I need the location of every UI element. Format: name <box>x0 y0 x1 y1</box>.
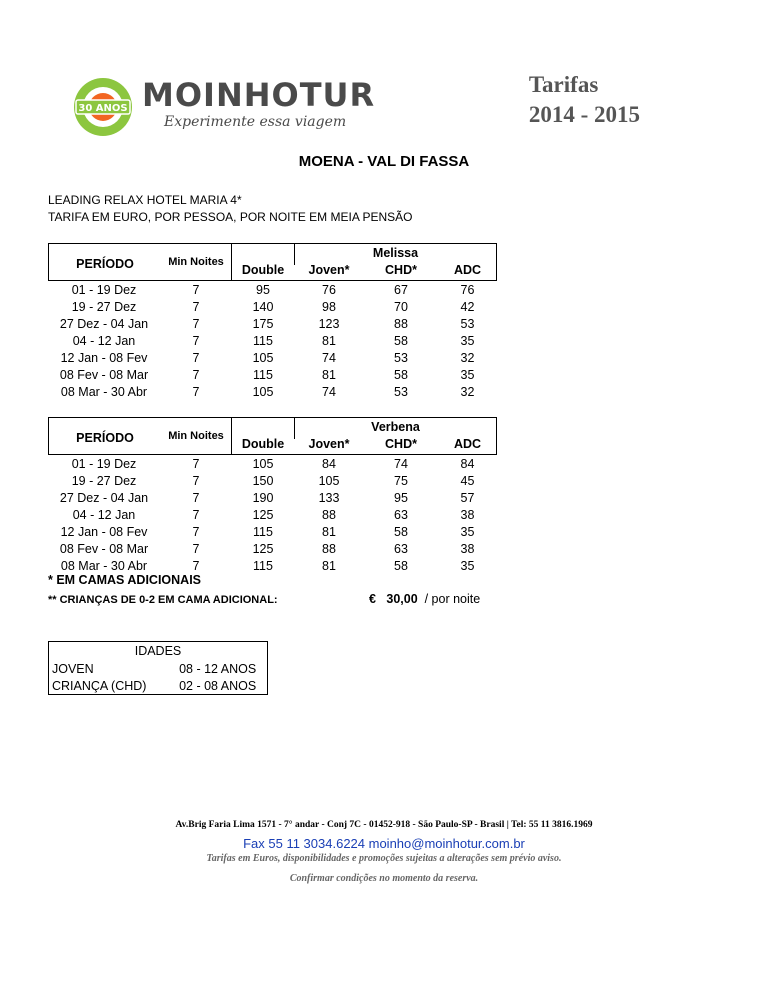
table-cell: 105 <box>252 384 274 399</box>
rate-table-header <box>48 417 497 454</box>
table-cell: 04 - 12 Jan <box>72 507 136 522</box>
table-row <box>49 677 267 694</box>
footer-disclaimer: Tarifas em Euros, disponibilidades e promoções sujeitas a alterações sem prévio aviso. <box>206 853 562 864</box>
header-periodo: PERÍODO <box>76 257 134 271</box>
age-value: 08 - 12 ANOS <box>179 661 257 676</box>
table-cell: 7 <box>192 367 200 382</box>
table-cell: 76 <box>322 282 336 297</box>
table-cell: 08 Fev - 08 Mar <box>59 541 149 556</box>
table-cell: 95 <box>256 282 270 297</box>
header-adc: ADC <box>453 263 482 277</box>
table-cell: 190 <box>252 490 274 505</box>
header-joven: Joven* <box>308 437 350 451</box>
table-cell: 7 <box>192 524 200 539</box>
table-cell: 81 <box>322 367 336 382</box>
table-cell: 74 <box>322 384 336 399</box>
table-row <box>48 332 497 349</box>
hotel-name: LEADING RELAX HOTEL MARIA 4* <box>48 193 242 207</box>
table-cell: 98 <box>322 299 336 314</box>
table-cell: 57 <box>460 490 475 505</box>
table-cell: 105 <box>318 473 340 488</box>
fee-currency: € <box>369 592 376 606</box>
age-value: 02 - 08 ANOS <box>179 678 257 693</box>
table-cell: 84 <box>322 456 336 471</box>
table-cell: 27 Dez - 04 Jan <box>59 316 149 331</box>
table-cell: 67 <box>394 282 408 297</box>
header-chd: CHD* <box>385 437 417 451</box>
title-line-2: 2014 - 2015 <box>528 102 640 127</box>
table-cell: 58 <box>394 524 408 539</box>
table-row <box>48 281 497 299</box>
table-row <box>48 455 497 473</box>
header-min-noites: Min Noites <box>168 430 224 442</box>
table-cell: 81 <box>322 333 336 348</box>
ages-table <box>48 641 268 695</box>
header-double: Double <box>241 263 285 277</box>
header-periodo: PERÍODO <box>76 431 134 445</box>
fee-unit: / por noite <box>424 592 481 606</box>
table-cell: 140 <box>252 299 274 314</box>
table-cell: 35 <box>460 524 475 539</box>
table-cell: 08 Mar - 30 Abr <box>60 558 148 573</box>
table-cell: 19 - 27 Dez <box>71 299 137 314</box>
table-cell: 74 <box>322 350 336 365</box>
table-row <box>48 298 497 315</box>
table-cell: 88 <box>322 541 336 556</box>
fee-amount: 30,00 <box>386 592 418 606</box>
table-cell: 175 <box>252 316 274 331</box>
rate-table-melissa <box>48 243 497 400</box>
table-row <box>48 557 497 574</box>
table-row <box>48 540 497 557</box>
children-note: ** CRIANÇAS DE 0-2 EM CAMA ADICIONAL: <box>48 594 278 606</box>
table-cell: 123 <box>318 316 340 331</box>
table-cell: 7 <box>192 541 200 556</box>
table-cell: 08 Fev - 08 Mar <box>59 367 149 382</box>
table-cell: 42 <box>460 299 475 314</box>
table-cell: 7 <box>192 456 200 471</box>
table-cell: 76 <box>460 282 475 297</box>
table-cell: 35 <box>460 558 475 573</box>
table-cell: 115 <box>253 333 273 348</box>
tariff-note: TARIFA EM EURO, POR PESSOA, POR NOITE EM MEIA PENSÃO <box>48 210 413 224</box>
table-cell: 35 <box>460 367 475 382</box>
company-logo <box>72 72 376 142</box>
table-cell: 04 - 12 Jan <box>72 333 136 348</box>
table-row <box>48 489 497 506</box>
rate-table-verbena <box>48 417 497 574</box>
table-cell: 115 <box>253 367 273 382</box>
brand-tagline: Experimente essa viagem <box>164 114 347 130</box>
table-cell: 88 <box>322 507 336 522</box>
table-row <box>48 523 497 540</box>
table-cell: 105 <box>252 456 274 471</box>
age-label: JOVEN <box>52 661 94 676</box>
age-label: CRIANÇA (CHD) <box>52 678 147 693</box>
table-cell: 01 - 19 Dez <box>71 456 137 471</box>
table-cell: 7 <box>192 384 200 399</box>
table-cell: 7 <box>192 333 200 348</box>
table-cell: 63 <box>394 541 408 556</box>
table-cell: 01 - 19 Dez <box>71 282 137 297</box>
header-double: Double <box>241 437 285 451</box>
ages-caption: IDADES <box>134 644 182 658</box>
table-cell: 08 Mar - 30 Abr <box>60 384 148 399</box>
table-cell: 7 <box>192 299 200 314</box>
page-title: MOENA - VAL DI FASSA <box>298 153 470 170</box>
table-cell: 58 <box>394 367 408 382</box>
table-cell: 7 <box>192 507 200 522</box>
room-group-name: Melissa <box>372 246 419 260</box>
table-cell: 7 <box>192 350 200 365</box>
table-cell: 27 Dez - 04 Jan <box>59 490 149 505</box>
table-cell: 115 <box>253 558 273 573</box>
table-cell: 84 <box>460 456 475 471</box>
table-cell: 12 Jan - 08 Fev <box>60 350 148 365</box>
document-title <box>529 70 640 130</box>
table-cell: 38 <box>460 541 475 556</box>
table-cell: 32 <box>460 350 475 365</box>
table-cell: 125 <box>252 507 274 522</box>
rate-table-header <box>48 243 497 280</box>
svg-text:30 ANOS: 30 ANOS <box>78 103 128 114</box>
header-chd: CHD* <box>385 263 417 277</box>
table-cell: 58 <box>394 333 408 348</box>
table-cell: 32 <box>460 384 475 399</box>
room-group-name: Verbena <box>371 420 420 434</box>
footer-contact-link[interactable]: Fax 55 11 3034.6224 moinho@moinhotur.com.br <box>243 836 525 851</box>
table-cell: 125 <box>252 541 274 556</box>
table-cell: 150 <box>252 473 274 488</box>
table-cell: 58 <box>394 558 408 573</box>
table-cell: 105 <box>252 350 274 365</box>
table-cell: 88 <box>394 316 408 331</box>
table-cell: 53 <box>394 350 408 365</box>
footer-address: Av.Brig Faria Lima 1571 - 7° andar - Conj 7C - 01452-918 - São Paulo-SP - Brasil | Tel: 55 11 3816.1969 <box>175 820 593 830</box>
table-cell: 133 <box>318 490 340 505</box>
table-cell: 63 <box>394 507 408 522</box>
table-cell: 53 <box>460 316 475 331</box>
header-min-noites: Min Noites <box>168 256 224 268</box>
table-row <box>48 349 497 366</box>
table-cell: 7 <box>192 282 200 297</box>
table-cell: 95 <box>394 490 408 505</box>
table-cell: 7 <box>192 490 200 505</box>
extra-beds-note: * EM CAMAS ADICIONAIS <box>48 573 202 587</box>
table-row <box>48 383 497 400</box>
table-cell: 70 <box>394 299 408 314</box>
table-row <box>48 472 497 489</box>
anniversary-badge-icon <box>72 76 134 138</box>
header-adc: ADC <box>453 437 482 451</box>
table-cell: 38 <box>460 507 475 522</box>
table-cell: 81 <box>322 558 336 573</box>
table-cell: 81 <box>322 524 336 539</box>
children-fee <box>369 592 480 606</box>
table-row <box>48 506 497 523</box>
footer-confirm: Confirmar condições no momento da reserva. <box>289 873 479 884</box>
brand-name: MOINHOTUR <box>142 76 376 114</box>
table-cell: 45 <box>460 473 475 488</box>
table-cell: 7 <box>192 316 200 331</box>
table-cell: 75 <box>394 473 408 488</box>
title-line-1: Tarifas <box>528 72 599 97</box>
table-row <box>48 315 497 332</box>
table-cell: 53 <box>394 384 408 399</box>
table-cell: 35 <box>460 333 475 348</box>
table-cell: 7 <box>192 558 200 573</box>
table-row <box>49 660 267 677</box>
table-cell: 19 - 27 Dez <box>71 473 137 488</box>
table-cell: 7 <box>192 473 200 488</box>
table-cell: 115 <box>253 524 273 539</box>
table-row <box>48 366 497 383</box>
table-cell: 74 <box>394 456 408 471</box>
header-joven: Joven* <box>308 263 350 277</box>
table-cell: 12 Jan - 08 Fev <box>60 524 148 539</box>
